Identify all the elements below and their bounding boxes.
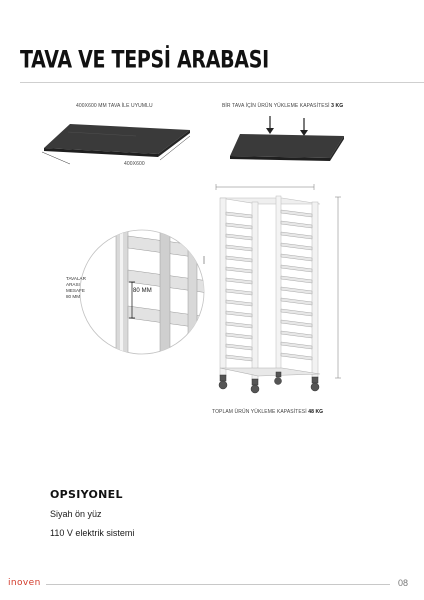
spacing-marker: 80 MM bbox=[133, 288, 152, 294]
tray-dimension-label: 400X600 bbox=[124, 161, 145, 167]
trolley-capacity-caption: TOPLAM ÜRÜN YÜKLEME KAPASİTESİ 48 KG bbox=[212, 409, 324, 415]
page-number: 08 bbox=[397, 578, 408, 588]
shelf-spacing-label: TAVALAR ARASI MESAFE 80 MM bbox=[66, 276, 86, 299]
option-110v-system: 110 V elektrik sistemi bbox=[50, 528, 135, 538]
tray-compatibility-caption: 400X600 MM TAVA İLE UYUMLU bbox=[76, 103, 153, 109]
tray-capacity-value: 3 KG bbox=[331, 103, 344, 109]
trolley-illustration bbox=[208, 182, 358, 400]
options-heading: OPSIYONEL bbox=[50, 488, 123, 501]
page-title: TAVA VE TEPSİ ARABASI bbox=[20, 46, 269, 74]
trolley-capacity-value: 48 KG bbox=[308, 409, 324, 415]
footer-divider bbox=[46, 584, 390, 585]
option-black-front: Siyah ön yüz bbox=[50, 509, 102, 519]
title-divider bbox=[20, 82, 424, 83]
tray-capacity-caption: BİR TAVA İÇİN ÜRÜN YÜKLEME KAPASİTESİ 3 KG bbox=[222, 103, 344, 109]
brand-logo: inoven bbox=[8, 578, 41, 588]
tray-illustration-right bbox=[226, 112, 356, 162]
tray-illustration-left bbox=[40, 118, 200, 168]
